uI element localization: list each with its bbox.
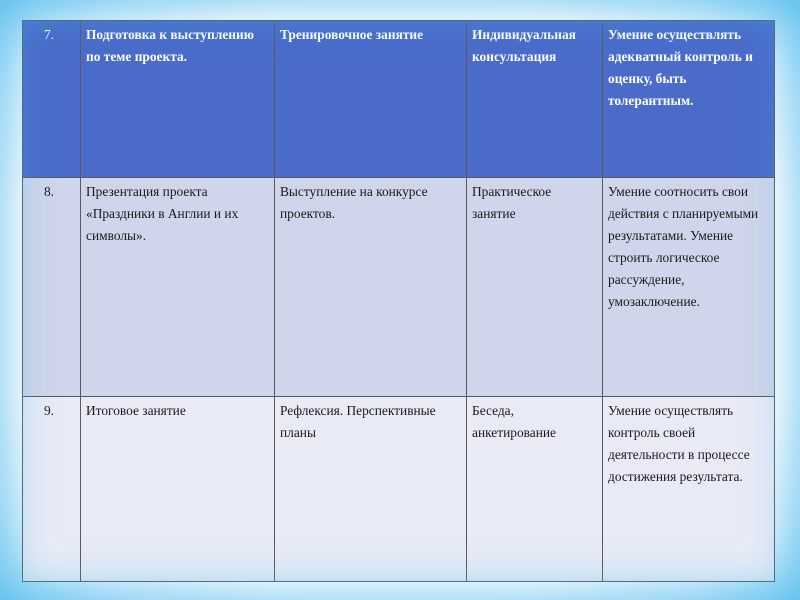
topic-cell: Итоговое занятие <box>81 397 275 582</box>
type-cell: Индивидуальная консультация <box>467 21 603 178</box>
form-cell: Тренировочное занятие <box>275 21 467 178</box>
type-cell: Практическое занятие <box>467 178 603 397</box>
table-row <box>23 397 775 582</box>
topic-cell: Подготовка к выступлению по теме проекта. <box>81 21 275 178</box>
row-number-cell: 8. <box>23 178 81 397</box>
type-cell: Беседа, анкетирование <box>467 397 603 582</box>
lesson-plan-table <box>22 20 775 582</box>
form-cell: Рефлексия. Перспективные планы <box>275 397 467 582</box>
outcome-cell: Умение соотносить свои действия с планируемыми результатами. Умение строить логическое рассуждение, умозаключение. <box>603 178 775 397</box>
row-number-cell: 9. <box>23 397 81 582</box>
topic-cell: Презентация проекта «Праздники в Англии и их символы». <box>81 178 275 397</box>
table-row <box>23 21 775 178</box>
row-number-cell: 7. <box>23 21 81 178</box>
table-row <box>23 178 775 397</box>
outcome-cell: Умение осуществлять контроль своей деятельности в процессе достижения результата. <box>603 397 775 582</box>
lesson-plan-table-wrapper <box>22 20 774 572</box>
outcome-cell: Умение осуществлять адекватный контроль и оценку, быть толерантным. <box>603 21 775 178</box>
form-cell: Выступление на конкурсе проектов. <box>275 178 467 397</box>
